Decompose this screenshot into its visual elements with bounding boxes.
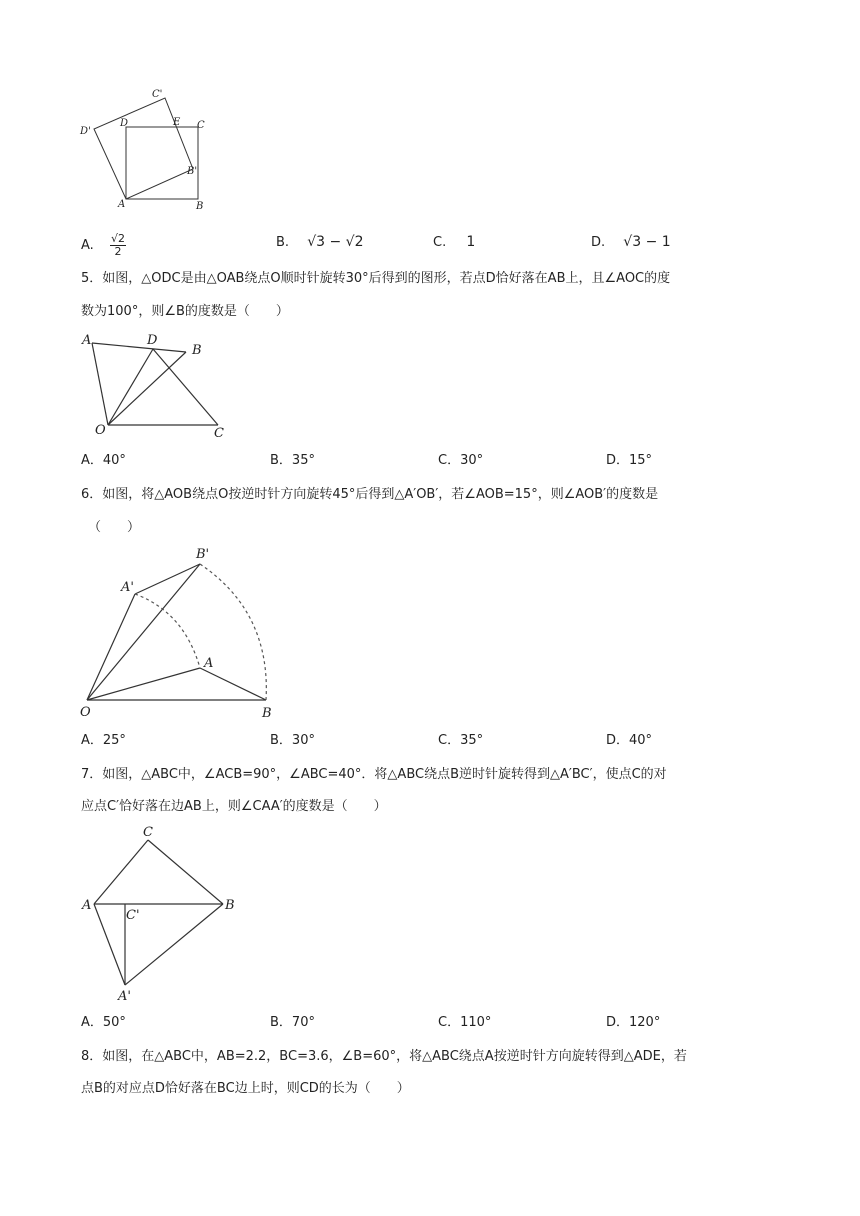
- label-c: C: [214, 426, 224, 441]
- label-b: B: [262, 706, 272, 721]
- q7-figure: [80, 822, 240, 1007]
- q7-option-d: D．120°: [606, 1015, 661, 1030]
- q7-stem-line2: 应点C′恰好落在边AB上，则∠CAA′的度数是（ ）: [81, 799, 387, 814]
- label-b: B: [225, 898, 235, 913]
- label-o: O: [80, 705, 91, 720]
- q4-option-a-label: A.: [81, 238, 94, 253]
- q4-option-c-label: C.: [433, 235, 447, 250]
- q7-option-b: B．70°: [270, 1015, 315, 1030]
- label-o: O: [95, 423, 106, 438]
- label-c: C: [197, 120, 205, 131]
- q4-option-d: [591, 234, 671, 251]
- q5-figure: [78, 330, 238, 442]
- q6-option-d: D．40°: [606, 733, 653, 748]
- label-a-prime: A': [118, 989, 131, 1004]
- q5-option-d: D．15°: [606, 453, 653, 468]
- q7-option-a: A．50°: [81, 1015, 126, 1030]
- q4-option-c-value: 1: [466, 234, 476, 250]
- label-a: A: [204, 656, 214, 671]
- label-b: B: [196, 201, 204, 212]
- q4-option-a-fraction: [110, 233, 126, 258]
- label-e: E: [173, 117, 181, 128]
- q4-option-b-value: √3 − √2: [307, 234, 364, 250]
- label-a-prime: A': [121, 580, 134, 595]
- label-b-prime: B': [187, 166, 198, 177]
- q4-option-b: [276, 234, 364, 251]
- q4-option-a-denominator: 2: [114, 245, 122, 258]
- q8-stem-line2: 点B的对应点D恰好落在BC边上时，则CD的长为（ ）: [81, 1081, 410, 1096]
- label-c-prime: C': [152, 89, 163, 100]
- q7-stem-line1: 7．如图，△ABC中，∠ACB=90°，∠ABC=40°．将△ABC绕点B逆时针旋转得到△A′BC′，使点C的对: [81, 767, 667, 782]
- label-a: A: [82, 333, 92, 348]
- q5-option-a: A．40°: [81, 453, 126, 468]
- q6-option-c: C．35°: [438, 733, 484, 748]
- q4-option-a: [81, 233, 126, 258]
- label-b-prime: B': [196, 547, 210, 562]
- q4-option-d-label: D.: [591, 235, 606, 250]
- square-abcd: [126, 127, 198, 199]
- q8-stem-line1: 8．如图，在△ABC中，AB=2.2，BC=3.6，∠B=60°，将△ABC绕点A按逆时针方向旋转得到△ADE，若: [81, 1049, 687, 1064]
- label-c: C: [143, 825, 153, 840]
- label-d: D: [120, 118, 129, 129]
- q6-stem-line2: （ ）: [88, 520, 141, 535]
- label-a: A: [118, 199, 126, 210]
- q4-option-a-numerator: √2: [110, 232, 125, 245]
- q6-option-a: A．25°: [81, 733, 126, 748]
- q5-stem-line2: 数为100°，则∠B的度数是（ ）: [81, 304, 289, 319]
- label-d: D: [147, 333, 158, 348]
- q7-option-c: C．110°: [438, 1015, 492, 1030]
- label-d-prime: D': [80, 126, 91, 137]
- q6-stem-line1: 6．如图，将△AOB绕点O按逆时针方向旋转45°后得到△A′OB′，若∠AOB=15°，则∠AOB′的度数是: [81, 487, 659, 502]
- q6-option-b: B．30°: [270, 733, 315, 748]
- q6-figure: [76, 542, 286, 722]
- q4-figure: [70, 80, 230, 215]
- q4-option-d-value: √3 − 1: [623, 234, 671, 250]
- label-b: B: [192, 343, 202, 358]
- q5-option-c: C．30°: [438, 453, 484, 468]
- q4-option-b-label: B.: [276, 235, 290, 250]
- q5-option-b: B．35°: [270, 453, 315, 468]
- label-c-prime: C': [126, 908, 140, 923]
- q5-stem-line1: 5．如图，△ODC是由△OAB绕点O顺时针旋转30°后得到的图形，若点D恰好落在AB上，且∠AOC的度: [81, 271, 671, 286]
- square-ab-c-d-prime: [94, 98, 193, 199]
- label-a: A: [82, 898, 92, 913]
- q4-option-c: [433, 234, 475, 251]
